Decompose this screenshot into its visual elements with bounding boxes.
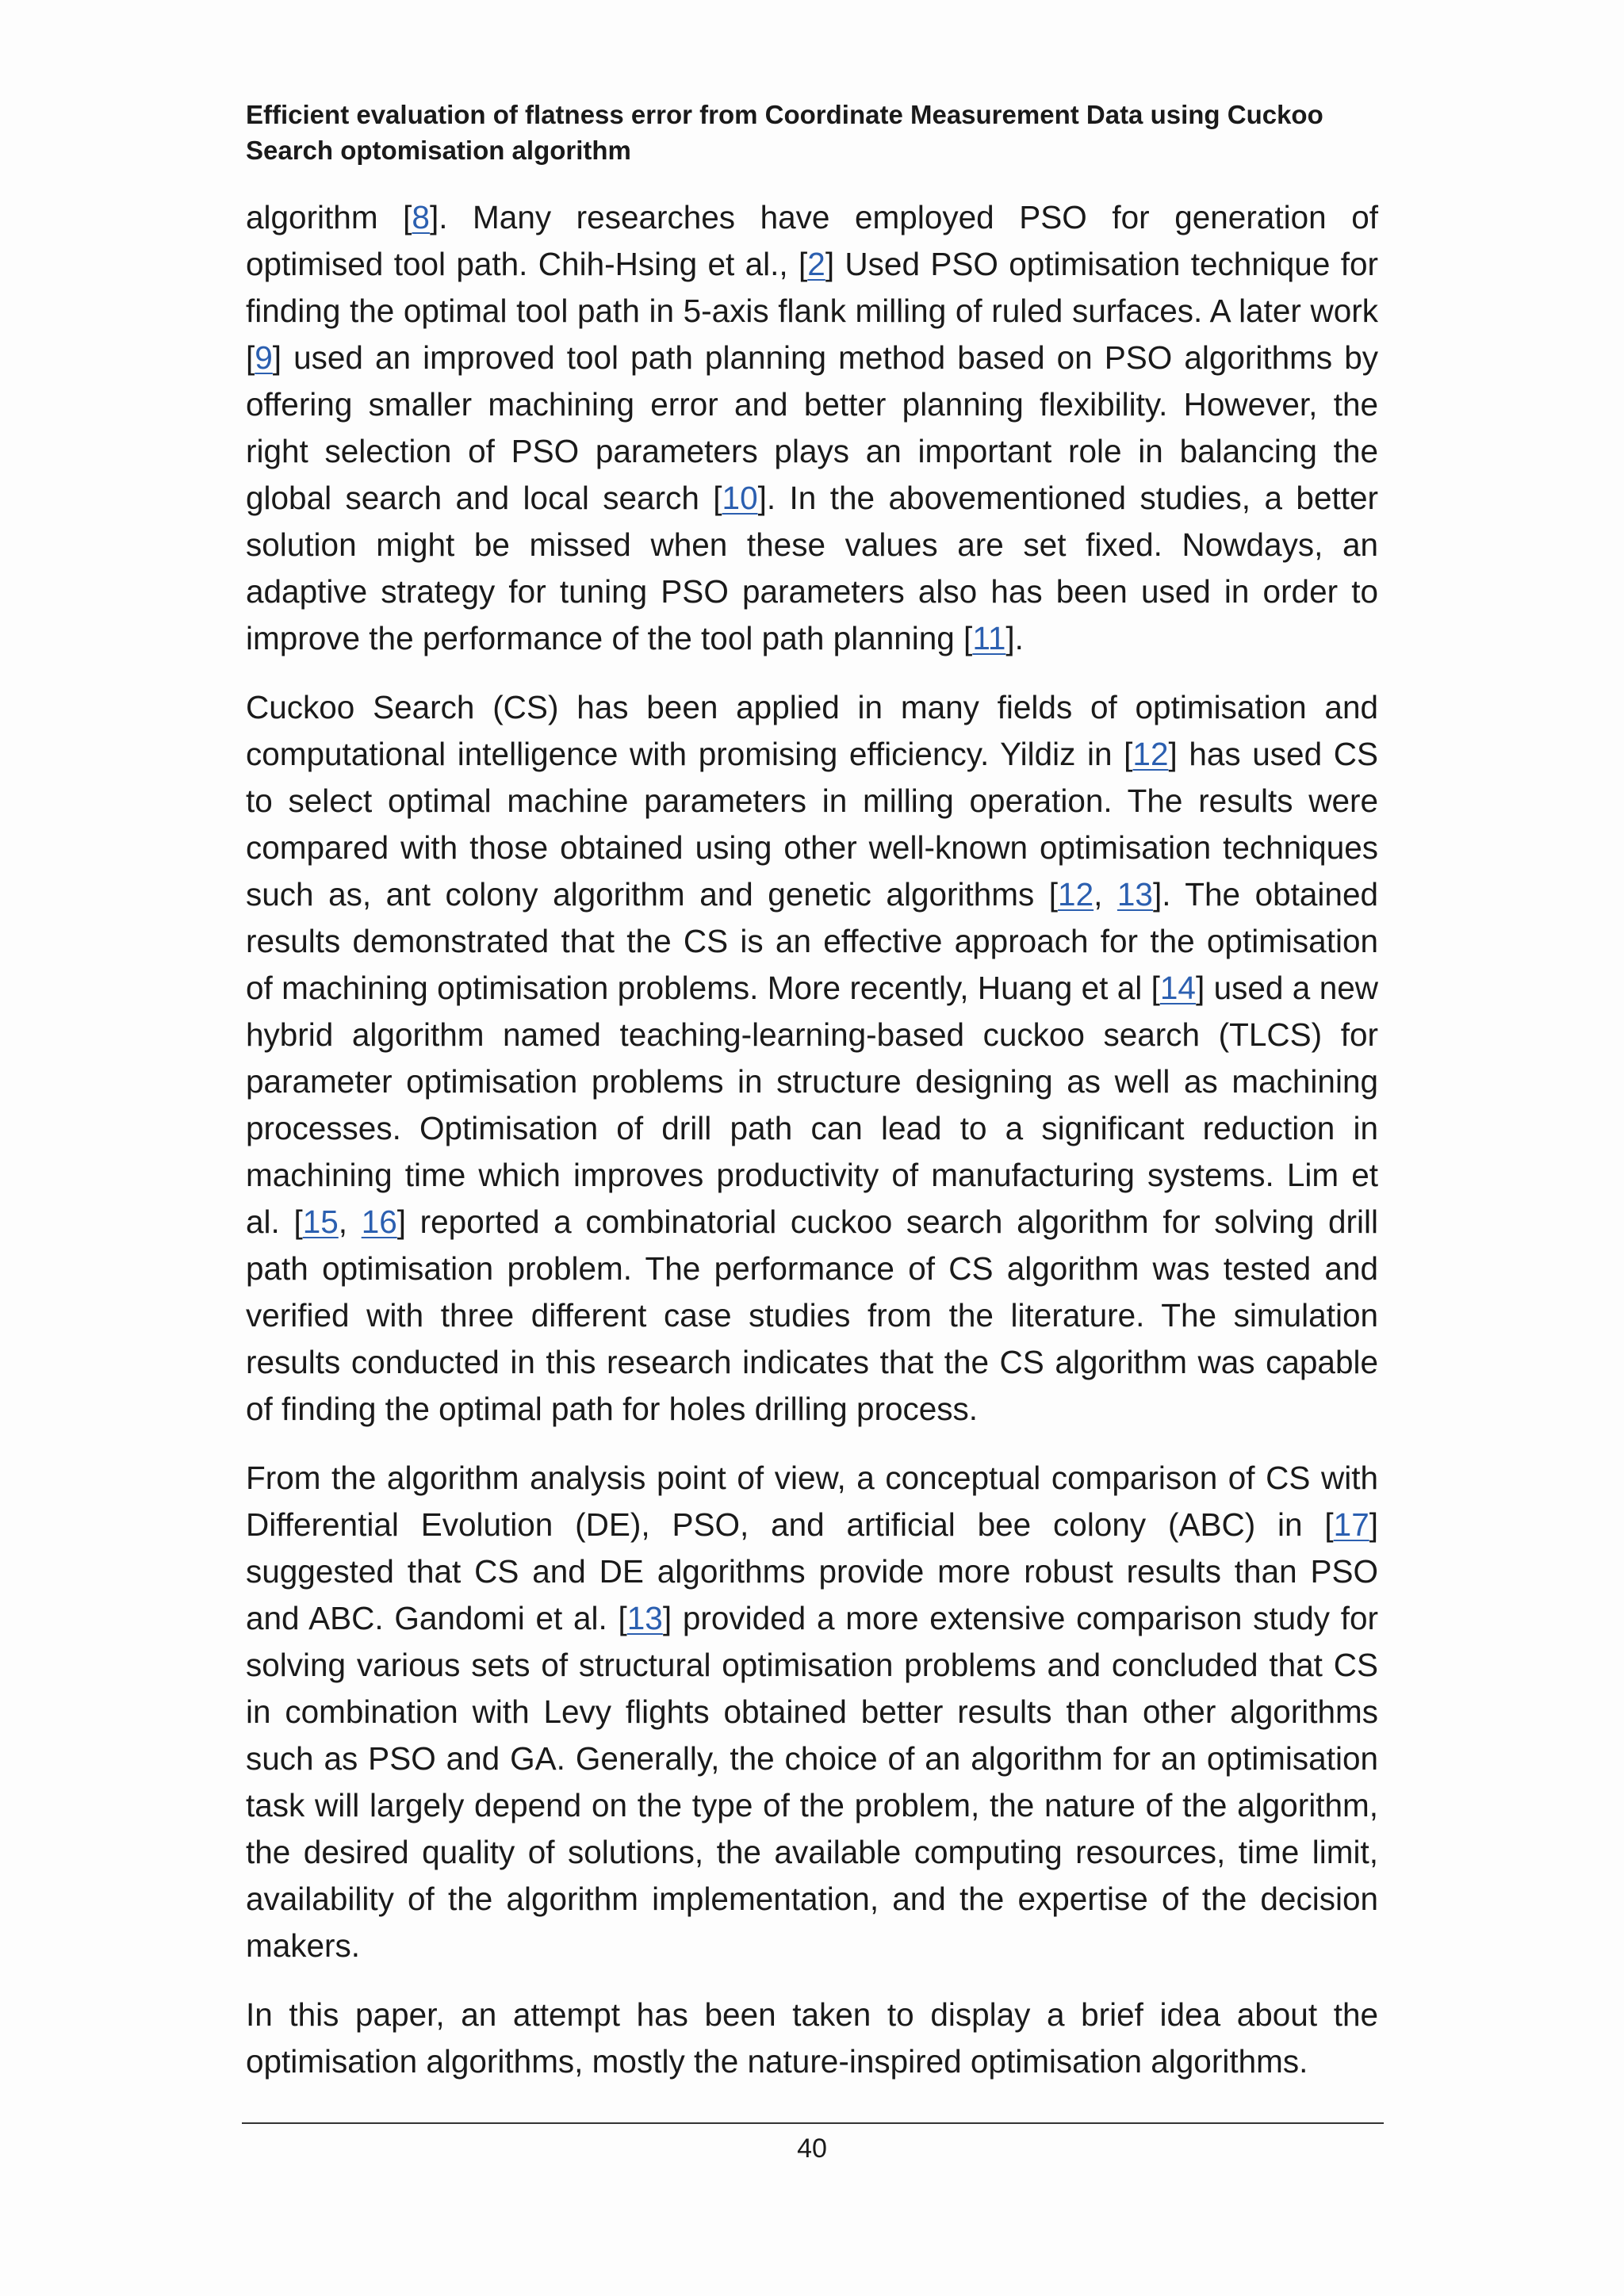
citation-link[interactable]: 10 bbox=[722, 480, 758, 516]
paragraph-text: ] suggested that CS and DE algorithms provide more robust results than PSO and ABC. Gandomi et al. [ bbox=[246, 1506, 1378, 1636]
citation-link[interactable]: 2 bbox=[807, 246, 825, 282]
paragraph-text: ] used a new hybrid algorithm named teaching-learning-based cuckoo search (TLCS) for parameter optimisation problems in structure designing as well as machining processes. Optimisation of drill path can lead to a significant reduction in machining time which improves productivity of manufacturing systems. Lim et al. [ bbox=[246, 970, 1378, 1240]
paragraph bbox=[246, 194, 1378, 662]
paragraph-text: ]. In the abovementioned studies, a better solution might be missed when these values are set fixed. Nowdays, an adaptive strategy for tuning PSO parameters also has been used in order to improve the performance of the tool path planning [ bbox=[246, 480, 1378, 656]
citation-link[interactable]: 11 bbox=[972, 620, 1006, 656]
paragraph-text: In this paper, an attempt has been taken to display a brief idea about the optimisation algorithms, mostly the nature-inspired optimisation algorithms. bbox=[246, 1996, 1378, 2080]
paragraph bbox=[246, 1455, 1378, 1969]
running-header bbox=[246, 97, 1388, 168]
paragraph-text: ]. bbox=[1005, 620, 1024, 656]
paragraph-text: ]. Many researches have employed PSO for generation of optimised tool path. Chih-Hsing et al., [ bbox=[246, 199, 1378, 282]
paragraph-text: , bbox=[338, 1203, 362, 1240]
paragraph-text: From the algorithm analysis point of view, a conceptual comparison of CS with Differential Evolution (DE), PSO, and artificial bee colony (ABC) in [ bbox=[246, 1460, 1378, 1543]
citation-link[interactable]: 16 bbox=[361, 1203, 397, 1240]
running-header-line-1: Efficient evaluation of flatness error from Coordinate Measurement Data using Cuckoo bbox=[246, 100, 1323, 129]
page-number: 40 bbox=[797, 2133, 827, 2164]
paragraph-text: algorithm [ bbox=[246, 199, 412, 235]
paragraph-text: ] used an improved tool path planning method based on PSO algorithms by offering smaller machining error and better planning flexibility. However, the right selection of PSO parameters plays an important role in balancing the global search and local search [ bbox=[246, 339, 1378, 516]
citation-link[interactable]: 9 bbox=[255, 339, 273, 376]
running-header-line-2: Search optomisation algorithm bbox=[246, 136, 631, 165]
citation-link[interactable]: 17 bbox=[1333, 1506, 1369, 1543]
paragraph-text: ] Used PSO optimisation technique for finding the optimal tool path in 5-axis flank milling of ruled surfaces. A later work [ bbox=[246, 246, 1378, 376]
citation-link[interactable]: 12 bbox=[1058, 876, 1094, 913]
paragraph-text: Cuckoo Search (CS) has been applied in many fields of optimisation and computational intelligence with promising efficiency. Yildiz in [ bbox=[246, 689, 1378, 772]
body-text bbox=[246, 194, 1378, 2107]
paragraph-text: ] has used CS to select optimal machine parameters in milling operation. The results were compared with those obtained using other well-known optimisation techniques such as, ant colony algorithm and genetic algorithms [ bbox=[246, 736, 1378, 913]
citation-link[interactable]: 13 bbox=[626, 1600, 663, 1636]
paragraph bbox=[246, 1992, 1378, 2085]
paragraph bbox=[246, 684, 1378, 1433]
citation-link[interactable]: 13 bbox=[1116, 876, 1153, 913]
paragraph-text: ] provided a more extensive comparison study for solving various sets of structural optimisation problems and concluded that CS in combination with Levy flights obtained better results than other algorithms such as PSO and GA. Generally, the choice of an algorithm for an optimisation task will largely depend on the type of the problem, the nature of the algorithm, the desired quality of solutions, the available computing resources, time limit, availability of the algorithm implementation, and the expertise of the decision makers. bbox=[246, 1600, 1378, 1964]
citation-link[interactable]: 8 bbox=[412, 199, 430, 235]
paragraph-text: , bbox=[1094, 876, 1117, 913]
citation-link[interactable]: 14 bbox=[1159, 970, 1196, 1006]
citation-link[interactable]: 15 bbox=[302, 1203, 339, 1240]
citation-link[interactable]: 12 bbox=[1132, 736, 1169, 772]
paragraph-text: ] reported a combinatorial cuckoo search algorithm for solving drill path optimisation problem. The performance of CS algorithm was tested and verified with three different case studies from the literature. The simulation results conducted in this research indicates that the CS algorithm was capable of finding the optimal path for holes drilling process. bbox=[246, 1203, 1379, 1427]
footer-divider bbox=[242, 2122, 1384, 2124]
paragraph-text: ]. The obtained results demonstrated that the CS is an effective approach for the optimisation of machining optimisation problems. More recently, Huang et al [ bbox=[246, 876, 1378, 1006]
